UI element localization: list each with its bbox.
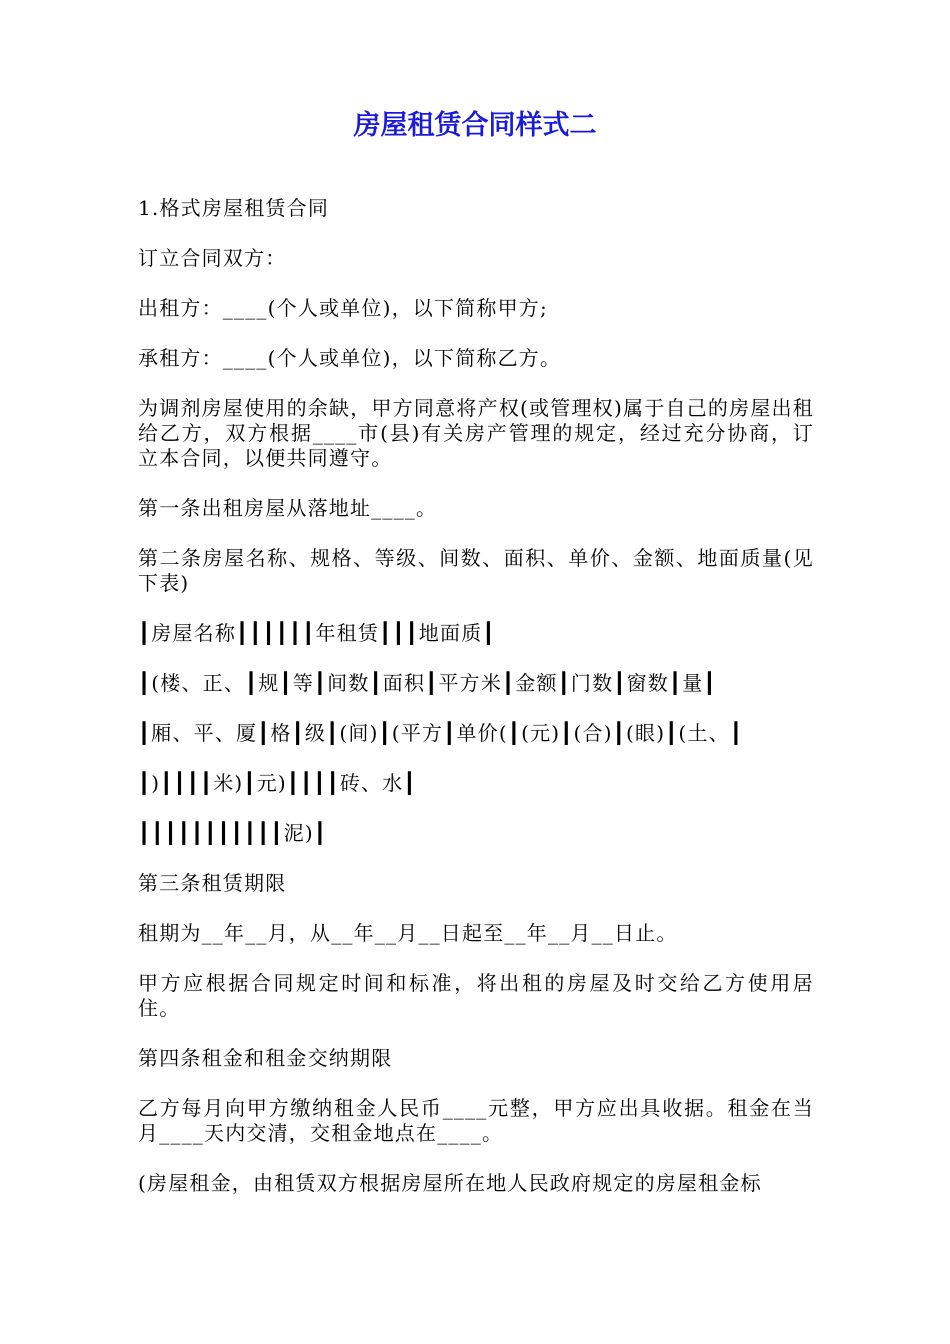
article-2: 第二条房屋名称、规格、等级、间数、面积、单价、金额、地面质量(见下表) [138,546,814,595]
section-heading: 1.格式房屋租赁合同 [138,196,330,220]
rent-paragraph: 乙方每月向甲方缴纳租金人民币____元整，甲方应出具收据。租金在当月____天内交清，交租金地点在____。 [138,1096,814,1145]
table-line: ┃厢、平、厦┃格┃级┃(间)┃(平方┃单价(┃(元)┃(合)┃(眼)┃(土、┃ [138,721,744,745]
article-1: 第一条出租房屋从落地址____。 [138,496,438,520]
rent-note-paragraph: (房屋租金，由租赁双方根据房屋所在地人民政府规定的房屋租金标 [138,1171,762,1195]
delivery-paragraph: 甲方应根据合同规定时间和标准，将出租的房屋及时交给乙方使用居住。 [138,971,814,1020]
preamble-paragraph: 为调剂房屋使用的余缺，甲方同意将产权(或管理权)属于自己的房屋出租给乙方，双方根据____市(县)有关房产管理的规定，经过充分协商，订立本合同，以便共同遵守。 [138,396,814,470]
table-line: ┃房屋名称┃┃┃┃┃┃年租赁┃┃┃地面质┃ [138,621,496,645]
table-line: ┃(楼、正、┃规┃等┃间数┃面积┃平方米┃金额┃门数┃窗数┃量┃ [138,671,717,695]
document-body [138,196,814,1221]
table-line: ┃)┃┃┃┃米)┃元)┃┃┃┃砖、水┃ [138,771,417,795]
parties-label: 订立合同双方： [138,246,287,270]
article-3-heading: 第三条租赁期限 [138,871,287,895]
lease-term-line: 租期为__年__月，从__年__月__日起至__年__月__日止。 [138,921,678,945]
table-line: ┃┃┃┃┃┃┃┃┃┃┃泥)┃ [138,821,328,845]
article-4-heading: 第四条租金和租金交纳期限 [138,1046,393,1070]
page-title: 房屋租赁合同样式二 [353,110,597,141]
lessor-line: 出租方：____(个人或单位)，以下简称甲方; [138,296,548,320]
lessee-line: 承租方：____(个人或单位)，以下简称乙方。 [138,346,562,370]
